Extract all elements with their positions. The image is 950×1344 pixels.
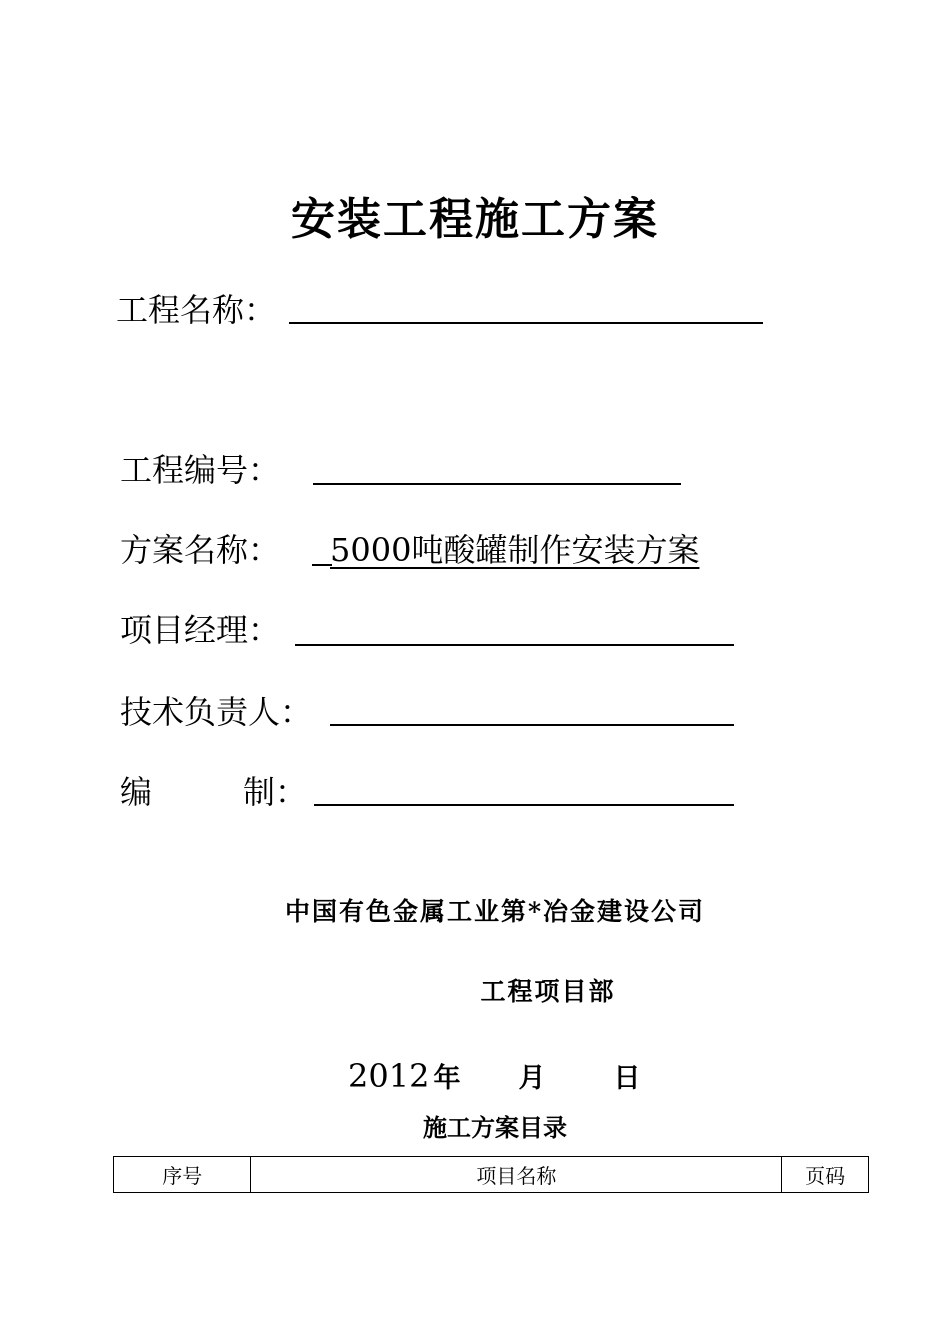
date-year-unit: 年 bbox=[433, 1063, 461, 1094]
toc-header-item-name: 项目名称 bbox=[251, 1157, 782, 1193]
compiler-label-part2: 制： bbox=[243, 773, 308, 811]
toc-header-page: 页码 bbox=[782, 1157, 869, 1193]
project-no-label: 工程编号： bbox=[120, 451, 281, 489]
project-manager-blank[interactable] bbox=[295, 644, 734, 646]
date-line bbox=[348, 1054, 640, 1101]
department-name: 工程项目部 bbox=[480, 977, 616, 1006]
plan-name-value[interactable]: 5000吨酸罐制作安装方案 bbox=[330, 531, 700, 569]
plan-name-label: 方案名称： bbox=[120, 531, 281, 569]
project-no-blank[interactable] bbox=[313, 483, 681, 485]
date-day-unit: 日 bbox=[613, 1063, 641, 1094]
tech-lead-blank[interactable] bbox=[330, 724, 734, 726]
organization-name: 中国有色金属工业第*冶金建设公司 bbox=[284, 897, 706, 926]
tech-lead-label: 技术负责人： bbox=[120, 693, 313, 731]
date-year[interactable]: 2012 bbox=[348, 1057, 430, 1095]
toc-header-row bbox=[114, 1157, 869, 1193]
document-title: 安装工程施工方案 bbox=[291, 194, 659, 245]
plan-name-underline-lead bbox=[312, 564, 332, 566]
compiler-blank[interactable] bbox=[314, 804, 734, 806]
toc-title: 施工方案目录 bbox=[423, 1113, 567, 1142]
project-manager-label: 项目经理： bbox=[120, 611, 281, 649]
project-name-blank[interactable] bbox=[289, 322, 763, 324]
project-name-label: 工程名称： bbox=[116, 291, 277, 329]
toc-header-index: 序号 bbox=[114, 1157, 251, 1193]
compiler-label-part1: 编 bbox=[120, 773, 153, 811]
toc-table bbox=[113, 1156, 869, 1193]
date-month-unit: 月 bbox=[518, 1063, 546, 1094]
